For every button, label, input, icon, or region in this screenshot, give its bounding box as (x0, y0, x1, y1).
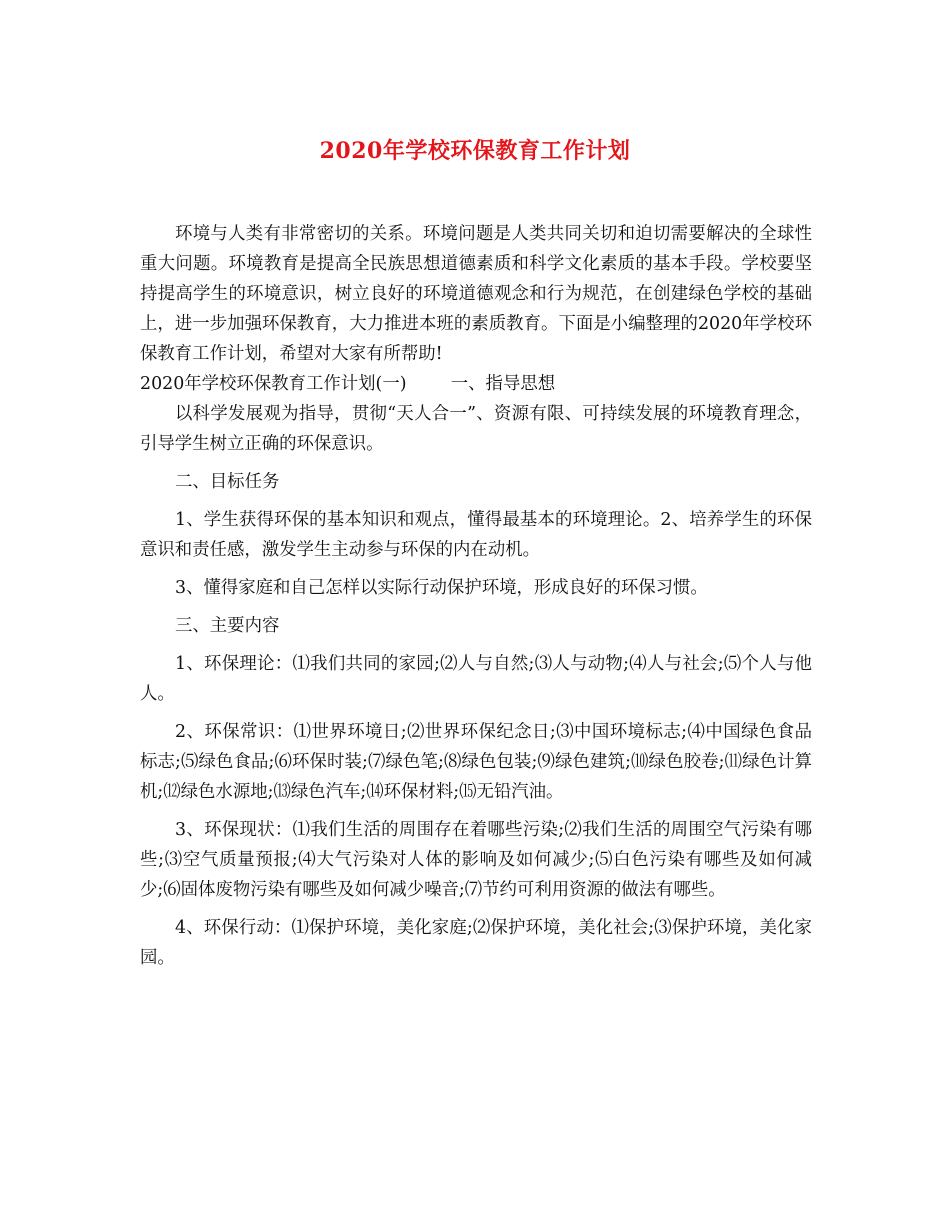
section2-heading: 二、目标任务 (175, 472, 280, 492)
section3-item2: 2、环保常识：⑴世界环境日;⑵世界环保纪念日;⑶中国环境标志;⑷中国绿色食品标志;⑸绿色食品;⑹环保时装;⑺绿色笔;⑻绿色包装;⑼绿色建筑;⑽绿色胶卷;⑾绿色计算机;⑿绿色水源地;⒀绿色汽车;⒁环保材料;⒂无铅汽油。 (140, 722, 812, 802)
section3-item1: 1、环保理论：⑴我们共同的家园;⑵人与自然;⑶人与动物;⑷人与社会;⑸个人与他人。 (140, 654, 812, 704)
section1-heading: 一、指导思想 (450, 374, 556, 394)
plan-heading-line (140, 369, 812, 399)
section2-item3: 3、懂得家庭和自己怎样以实际行动保护环境，形成良好的环保习惯。 (175, 578, 708, 598)
document-title: 2020年学校环保教育工作计划 (319, 138, 631, 164)
section2-item1: 1、学生获得环保的基本知识和观点，懂得最基本的环境理论。2、培养学生的环保意识和责任感，激发学生主动参与环保的内在动机。 (140, 510, 812, 560)
section3-item4: 4、环保行动：⑴保护环境，美化家庭;⑵保护环境，美化社会;⑶保护环境，美化家园。 (140, 918, 812, 968)
section3-heading: 三、主要内容 (175, 616, 280, 636)
document-body (140, 219, 812, 973)
section3-item3: 3、环保现状：⑴我们生活的周围存在着哪些污染;⑵我们生活的周围空气污染有哪些;⑶空气质量预报;⑷大气污染对人体的影响及如何减少;⑸白色污染有哪些及如何减少;⑹固体废物污染有哪些及如何减少噪音;⑺节约可利用资源的做法有哪些。 (140, 820, 812, 900)
section1-text: 以科学发展观为指导，贯彻“天人合一”、资源有限、可持续发展的环境教育理念，引导学生树立正确的环保意识。 (140, 404, 812, 454)
plan-heading: 2020年学校环保教育工作计划(一) (140, 374, 407, 394)
intro-paragraph: 环境与人类有非常密切的关系。环境问题是人类共同关切和迫切需要解决的全球性重大问题。环境教育是提高全民族思想道德素质和科学文化素质的基本手段。学校要坚持提高学生的环境意识，树立良好的环境道德观念和行为规范，在创建绿色学校的基础上，进一步加强环保教育，大力推进本班的素质教育。下面是小编整理的2020年学校环保教育工作计划，希望对大家有所帮助! (140, 224, 812, 364)
